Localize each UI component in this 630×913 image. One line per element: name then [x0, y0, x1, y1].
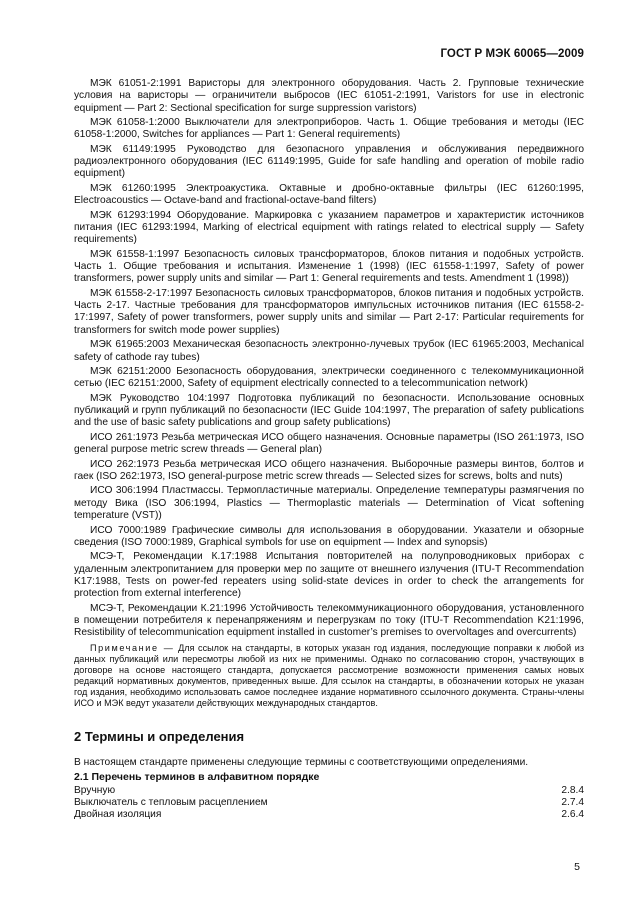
terms-list [74, 785, 584, 822]
note-paragraph [74, 643, 584, 710]
reference-item: МЭК 61058-1:2000 Выключатели для электроприборов. Часть 1. Общие требования и методы (IEC 61058-1:2000, Switches for appliances — Part 1: General requirements) [74, 117, 584, 141]
term-ref: 2.6.4 [561, 809, 584, 821]
subsection-heading: 2.1 Перечень терминов в алфавитном порядке [74, 770, 320, 783]
term-name: Выключатель с тепловым расцеплением [74, 797, 268, 809]
reference-item: МЭК Руководство 104:1997 Подготовка публикаций по безопасности. Использование основных публикаций и групп публикаций по безопасности (IEC Guide 104:1997, The preparation of safety publications and the use of basic safety publications and group safety publications) [74, 392, 584, 429]
reference-item: ИСО 306:1994 Пластмассы. Термопластичные материалы. Определение температуры размягчения по методу Вика (ISO 306:1994, Plastics — Thermoplastic materials — Determination of Vicat softening temperature (VST)) [74, 485, 584, 522]
document-body [74, 78, 584, 822]
term-row [74, 785, 584, 797]
term-ref: 2.7.4 [561, 797, 584, 809]
reference-item: МЭК 61965:2003 Механическая безопасность электронно-лучевых трубок (IEC 61965:2003, Mechanical safety of cathode ray tubes) [74, 339, 584, 363]
note-label: Примечание — [90, 642, 175, 653]
term-name: Вручную [74, 785, 116, 797]
reference-item: МЭК 61260:1995 Электроакустика. Октавные и дробно-октавные фильтры (IEC 61260:1995, Electroacoustics — Octave-band and fractional-octave-band filters) [74, 182, 584, 207]
reference-item: МСЭ-Т, Рекомендации К.21:1996 Устойчивость телекоммуникационного оборудования, установленного в помещении потребителя к перенапряжениям и перегрузкам по току (ITU-T Recommendation K21:1996, Resistibility of telecommunication equipment installed in customer’s premises to overvoltages and overcurrents) [74, 602, 584, 639]
term-name: Двойная изоляция [74, 809, 162, 821]
page-number: 5 [574, 861, 580, 873]
section-intro: В настоящем стандарте применены следующие термины с соответствующими определениями. [74, 757, 529, 769]
section-heading: 2 Термины и определения [74, 729, 245, 745]
reference-item: ИСО 7000:1989 Графические символы для использования в оборудовании. Указатели и обзорные сведения (ISO 7000:1989, Graphical symbols for use on equipment — Index and synopsis) [74, 524, 584, 548]
reference-item: ИСО 261:1973 Резьба метрическая ИСО общего назначения. Основные параметры (ISO 261:1973, ISO general purpose metric screw threads — General plan) [74, 431, 584, 456]
reference-item: МСЭ-Т, Рекомендации К.17:1988 Испытания повторителей на полупроводниковых приборах с удаленным электропитанием для проверки мер по защите от внешнего излучения (ITU-T Recommendation K17:1988, Tests on power-fed repeaters using solid-state devices in order to check the arrangements for protection from external interference) [74, 551, 584, 600]
reference-item: МЭК 62151:2000 Безопасность оборудования, электрически соединенного с телекоммуникационной сетью (IEC 62151:2000, Safety of equipment electrically connected to a telecommunication network) [74, 366, 584, 390]
document-header: ГОСТ Р МЭК 60065—2009 [440, 48, 584, 60]
references-list [74, 78, 584, 640]
reference-item: МЭК 61558-2-17:1997 Безопасность силовых трансформаторов, блоков питания и подобных устройств. Часть 2-17. Частные требования для трансформаторов импульсных источников питания (IEC 61558-2-17:1997, Safety of power transformers, power supply units and similar — Part 2-17: Particular requirements for transformers for switch mode power supplies) [74, 287, 584, 336]
reference-item: МЭК 61149:1995 Руководство для безопасного управления и обслуживания передвижного радиоэлектронного оборудования (IEC 61149:1995, Guide for safe handling and operation of mobile radio equipment) [74, 143, 584, 180]
reference-item: МЭК 61293:1994 Оборудование. Маркировка с указанием параметров и характеристик источников питания (IEC 61293:1994, Marking of electrical equipment with ratings related to electrical supply — Safety requirements) [74, 209, 584, 246]
term-row [74, 809, 584, 821]
reference-item: МЭК 61051-2:1991 Варисторы для электронного оборудования. Часть 2. Групповые технические условия на варисторы — ограничители выбросов (IEC 61051-2:1991, Varistors for use in electronic equipment — Part 2: Sectional specification for surge suppression varistors) [74, 78, 584, 114]
reference-item: МЭК 61558-1:1997 Безопасность силовых трансформаторов, блоков питания и подобных устройств. Часть 1. Общие требования и испытания. Изменение 1 (1998) (IEC 61558-1:1997, Safety of power transformers, power supply units and similar — Part 1: General requirements and tests. Amendment 1 (1998)) [74, 248, 584, 285]
term-ref: 2.8.4 [561, 785, 584, 797]
term-row [74, 797, 584, 809]
note-text: Для ссылок на стандарты, в которых указан год издания, последующие поправки к любой из данных публикаций или пересмотры любой из них не применимы. Однако по согласованию сторон, участвующих в договоре на основе настоящего стандарта, допускается рассмотрение возможности применения самых новых редакций нормативных документов, приведенных выше. Для ссылок на стандарты, в обозначении которых не указан год издания, необходимо использовать самое последнее издание нормативного ссылочного документа. Страны-члены ИСО и МЭК ведут указатели действующих международных стандартов. [74, 642, 585, 709]
reference-item: ИСО 262:1973 Резьба метрическая ИСО общего назначения. Выборочные размеры винтов, болтов и гаек (ISO 262:1973, ISO general-purpose metric screw threads — Selected sizes for screws, bolts and nuts) [74, 458, 584, 482]
